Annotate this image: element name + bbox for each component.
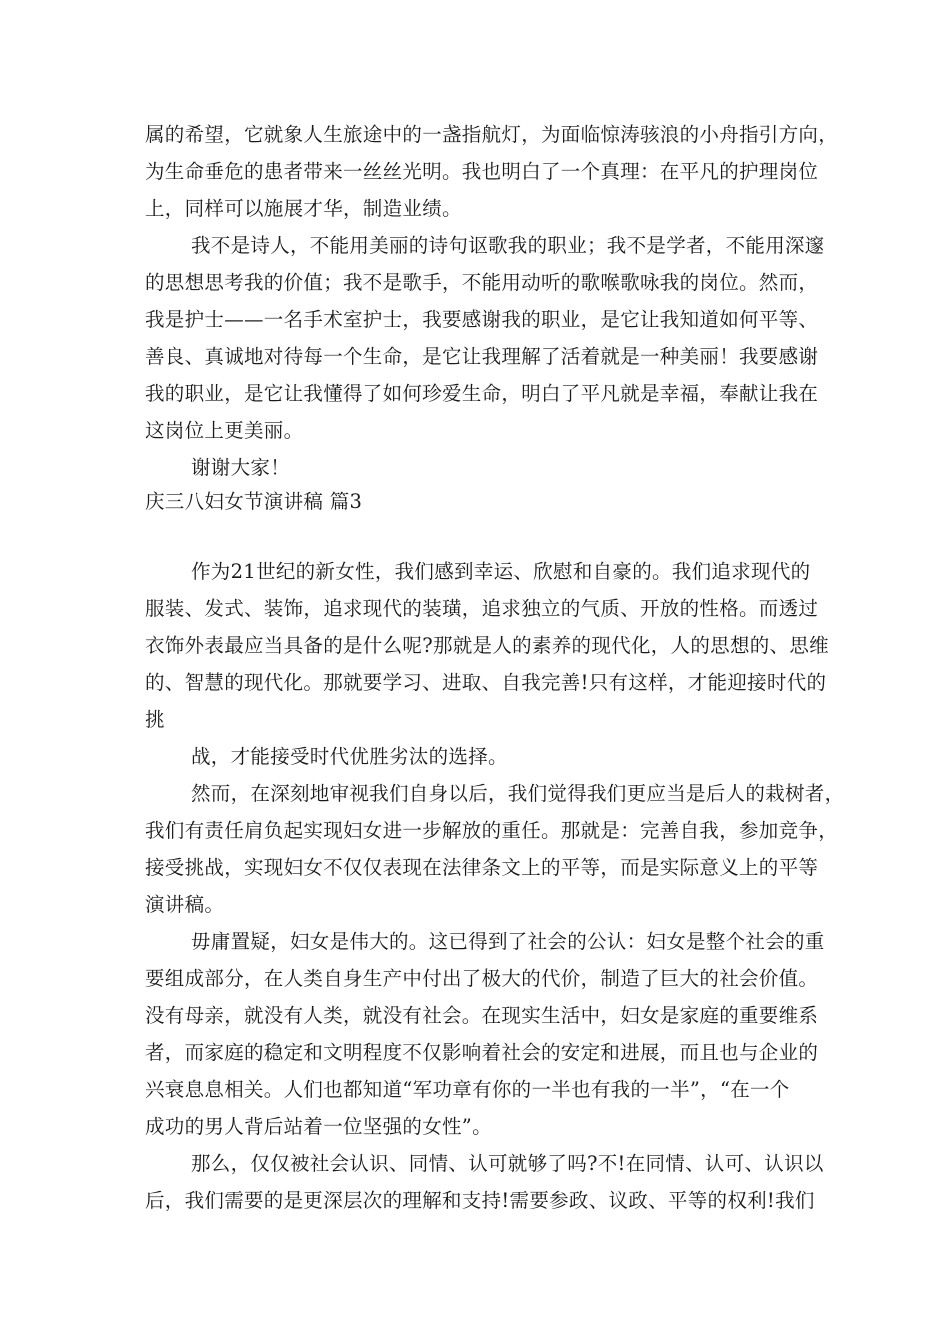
body-line: 服装、发式、装饰，追求现代的装璜，追求独立的气质、开放的性格。而透过 [145, 597, 819, 620]
body-line: 成功的男人背后站着一位坚强的女性”。 [145, 1115, 492, 1138]
body-line: 的思想思考我的价值；我不是歌手，不能用动听的歌喉歌咏我的岗位。然而， [145, 271, 819, 294]
body-line: 我的职业，是它让我懂得了如何珍爱生命，明白了平凡就是幸福，奉献让我在 [145, 382, 819, 405]
body-line: 挑 [145, 708, 165, 731]
body-line: 这岗位上更美丽。 [145, 419, 304, 442]
body-line: 为生命垂危的患者带来一丝丝光明。我也明白了一个真理：在平凡的护理岗位 [145, 160, 819, 183]
body-line: 衣饰外表最应当具备的是什么呢?那就是人的素养的现代化，人的思想的、思维 [145, 634, 829, 657]
body-line: 我们有责任肩负起实现妇女进一步解放的重任。那就是：完善自我，参加竞争， [145, 819, 839, 842]
body-line: 那么，仅仅被社会认识、同情、认可就够了吗?不!在同情、认可、认识以 [191, 1152, 824, 1175]
body-line: 毋庸置疑，妇女是伟大的。这已得到了社会的公认：妇女是整个社会的重 [191, 930, 825, 953]
body-line: 兴衰息息相关。人们也都知道“军功章有你的一半也有我的一半”，“在一个 [145, 1078, 790, 1101]
section-heading: 庆三八妇女节演讲稿 篇3 [145, 490, 363, 513]
body-line: 作为21世纪的新女性，我们感到幸运、欣慰和自豪的。我们追求现代的 [191, 560, 811, 583]
body-line: 者，而家庭的稳定和文明程度不仅影响着社会的安定和进展，而且也与企业的 [145, 1041, 819, 1064]
body-line: 我不是诗人，不能用美丽的诗句讴歌我的职业；我不是学者，不能用深邃 [191, 234, 825, 257]
body-line: 然而，在深刻地审视我们自身以后，我们觉得我们更应当是后人的栽树者， [191, 782, 845, 805]
body-line: 没有母亲，就没有人类，就没有社会。在现实生活中，妇女是家庭的重要维系 [145, 1004, 819, 1027]
body-line: 接受挑战，实现妇女不仅仅表现在法律条文上的平等，而是实际意义上的平等 [145, 856, 819, 879]
body-line: 演讲稿。 [145, 893, 225, 916]
body-line: 上，同样可以施展才华，制造业绩。 [145, 197, 462, 220]
body-line: 善良、真诚地对待每一个生命，是它让我理解了活着就是一种美丽！我要感谢 [145, 345, 819, 368]
body-line: 谢谢大家！ [191, 456, 291, 479]
body-line: 后，我们需要的是更深层次的理解和支持!需要参政、议政、平等的权利!我们 [145, 1189, 815, 1212]
body-line: 战，才能接受时代优胜劣汰的选择。 [191, 745, 508, 768]
body-line: 属的希望，它就象人生旅途中的一盏指航灯，为面临惊涛骇浪的小舟指引方向， [145, 123, 839, 146]
body-line: 我是护士——一名手术室护士，我要感谢我的职业，是它让我知道如何平等、 [145, 308, 819, 331]
body-line: 要组成部分，在人类自身生产中付出了极大的代价，制造了巨大的社会价值。 [145, 967, 819, 990]
body-line: 的、智慧的现代化。那就要学习、进取、自我完善!只有这样，才能迎接时代的 [145, 671, 827, 694]
